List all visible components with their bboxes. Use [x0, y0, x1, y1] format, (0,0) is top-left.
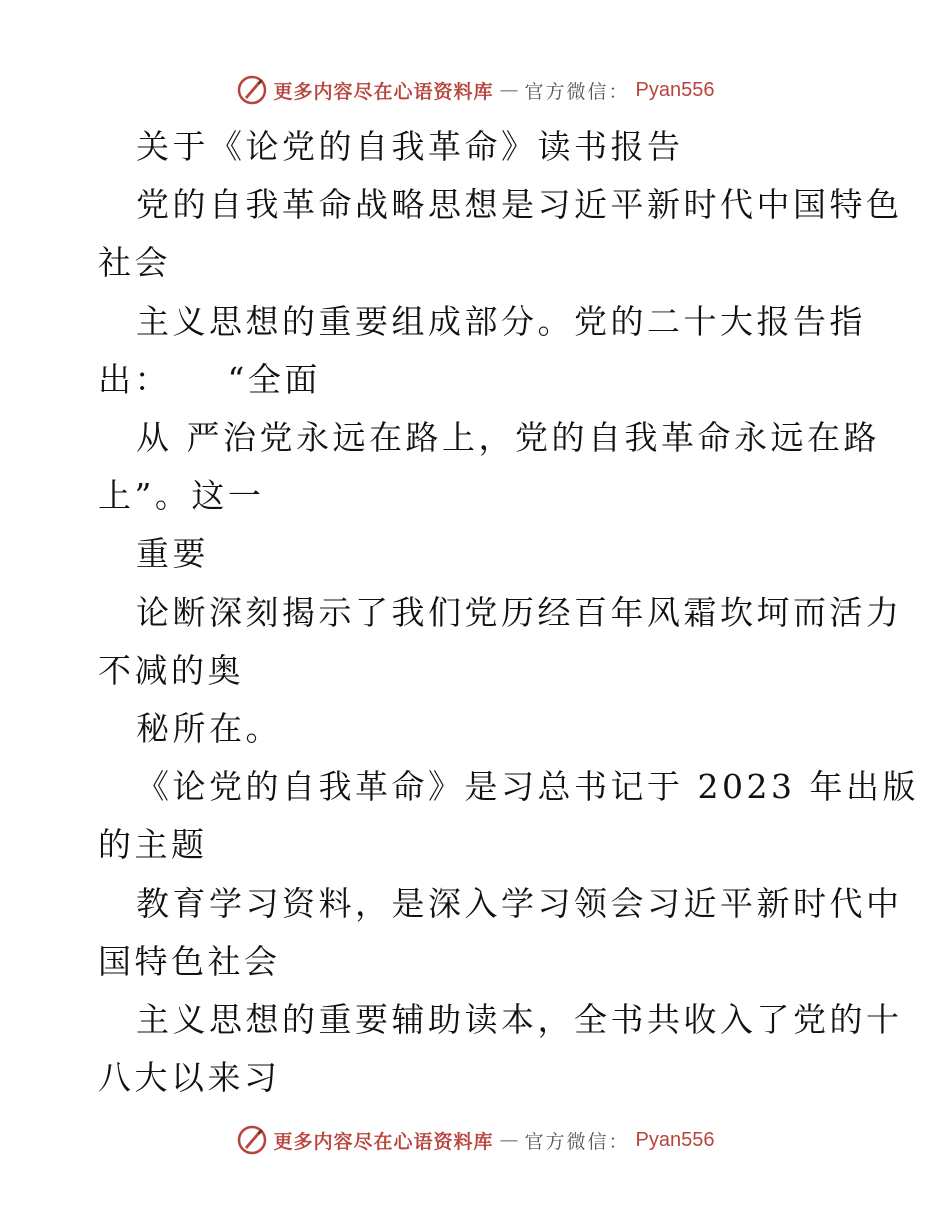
text-line: 教育学习资料，是深入学习领会习近平新时代中 [136, 884, 903, 923]
text-line: 社会 [98, 243, 171, 282]
text-line: 《论党的自我革命》是习总书记于 2023 年出版 [136, 767, 919, 806]
quill-logo-icon [236, 74, 268, 106]
watermark-dash: — [499, 1129, 519, 1151]
text-line: 重要 [136, 534, 209, 573]
text-line: 八大以来习 [98, 1058, 281, 1097]
watermark-wechat-id: Pyan556 [635, 1128, 715, 1151]
watermark-inner [236, 1124, 715, 1156]
text-line: 不减的奥 [98, 651, 244, 690]
text-line: 上”。这一 [98, 476, 265, 515]
watermark-text: 更多内容尽在心语资料库 [273, 80, 494, 103]
watermark-label: 官方微信： [524, 1130, 630, 1153]
watermark-inner [236, 74, 715, 106]
document-title: 关于《论党的自我革命》读书报告 [136, 127, 684, 166]
watermark-wechat-id: Pyan556 [635, 78, 715, 101]
text-line: 论断深刻揭示了我们党历经百年风霜坎坷而活力 [136, 593, 903, 632]
footer-watermark [0, 1120, 950, 1160]
watermark-dash: — [499, 79, 519, 101]
text-line: 出： “全面 [98, 360, 321, 399]
watermark-text: 更多内容尽在心语资料库 [273, 1130, 494, 1153]
text-line: 秘所在。 [136, 709, 282, 748]
quill-logo-icon [236, 1124, 268, 1156]
text-line: 主义思想的重要组成部分。党的二十大报告指 [136, 302, 866, 341]
text-line: 主义思想的重要辅助读本，全书共收入了党的十 [136, 1000, 903, 1039]
header-watermark [0, 70, 950, 110]
text-line: 国特色社会 [98, 942, 281, 981]
text-line: 党的自我革命战略思想是习近平新时代中国特色 [136, 185, 903, 224]
text-line: 从 严治党永远在路上，党的自我革命永远在路 [136, 418, 880, 457]
watermark-label: 官方微信： [524, 80, 630, 103]
text-line: 的主题 [98, 825, 208, 864]
